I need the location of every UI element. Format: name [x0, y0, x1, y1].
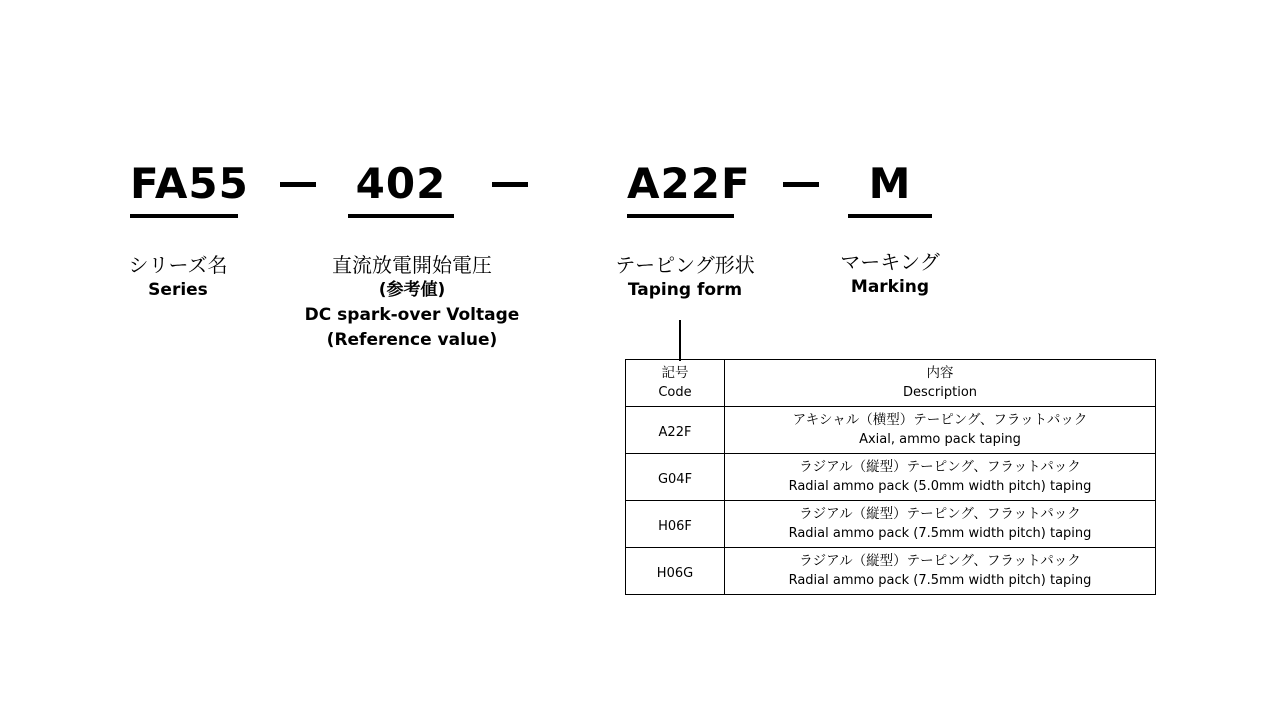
code-value: G04F	[657, 471, 693, 487]
label-voltage-jp-ref: (参考値)	[378, 280, 446, 300]
table-header-row	[626, 360, 1156, 407]
label-series-en: Series	[148, 280, 208, 300]
separator-dash-3	[783, 182, 819, 187]
label-marking-en: Marking	[850, 277, 930, 297]
segment-marking: M	[868, 159, 912, 208]
description-cell	[725, 407, 1156, 454]
label-series-jp: シリーズ名	[128, 253, 228, 277]
label-voltage-jp: 直流放電開始電圧	[332, 253, 492, 277]
label-voltage-en: DC spark-over Voltage	[304, 305, 520, 325]
table-row	[626, 548, 1156, 595]
header-code-en: Code	[658, 385, 692, 400]
separator-dash-2	[492, 182, 528, 187]
description-cell	[725, 454, 1156, 501]
header-description-cell	[725, 360, 1156, 407]
segment-taping: A22F	[627, 159, 751, 208]
header-code-cell	[626, 360, 725, 407]
description-en: Radial ammo pack (5.0mm width pitch) taping	[788, 479, 1092, 494]
header-description-en: Description	[902, 385, 978, 400]
description-jp: ラジアル（縦型）テーピング、フラットパック	[799, 506, 1081, 522]
label-taping-en: Taping form	[627, 280, 743, 300]
description-cell	[725, 501, 1156, 548]
segment-voltage-underline	[348, 214, 454, 218]
header-description-jp: 内容	[926, 365, 954, 381]
segment-series-underline	[130, 214, 238, 218]
code-value: A22F	[658, 424, 692, 440]
code-value: H06F	[658, 518, 692, 534]
code-cell	[626, 454, 725, 501]
description-en: Axial, ammo pack taping	[859, 432, 1021, 447]
code-cell	[626, 501, 725, 548]
separator-dash-1	[280, 182, 316, 187]
table-row	[626, 501, 1156, 548]
description-jp: ラジアル（縦型）テーピング、フラットパック	[799, 459, 1081, 475]
label-taping	[595, 252, 775, 303]
description-en: Radial ammo pack (7.5mm width pitch) taping	[788, 526, 1092, 541]
label-voltage	[292, 252, 532, 353]
label-marking-jp: マーキング	[840, 250, 940, 274]
segment-marking-underline	[848, 214, 932, 218]
label-series	[98, 252, 258, 303]
code-value: H06G	[656, 565, 694, 581]
taping-connector-line	[679, 320, 681, 361]
label-marking	[815, 249, 965, 300]
label-voltage-en-ref: (Reference value)	[326, 330, 498, 350]
table-row	[626, 407, 1156, 454]
label-taping-jp: テーピング形状	[615, 253, 755, 277]
description-jp: ラジアル（縦型）テーピング、フラットパック	[799, 553, 1081, 569]
segment-series: FA55	[130, 159, 249, 208]
description-jp: アキシャル（横型）テーピング、フラットパック	[792, 412, 1088, 428]
code-cell	[626, 407, 725, 454]
segment-voltage: 402	[355, 159, 447, 208]
segment-taping-underline	[627, 214, 734, 218]
table-row	[626, 454, 1156, 501]
description-cell	[725, 548, 1156, 595]
description-en: Radial ammo pack (7.5mm width pitch) taping	[788, 573, 1092, 588]
header-code-jp: 記号	[661, 365, 689, 381]
taping-code-table	[625, 359, 1156, 595]
code-cell	[626, 548, 725, 595]
